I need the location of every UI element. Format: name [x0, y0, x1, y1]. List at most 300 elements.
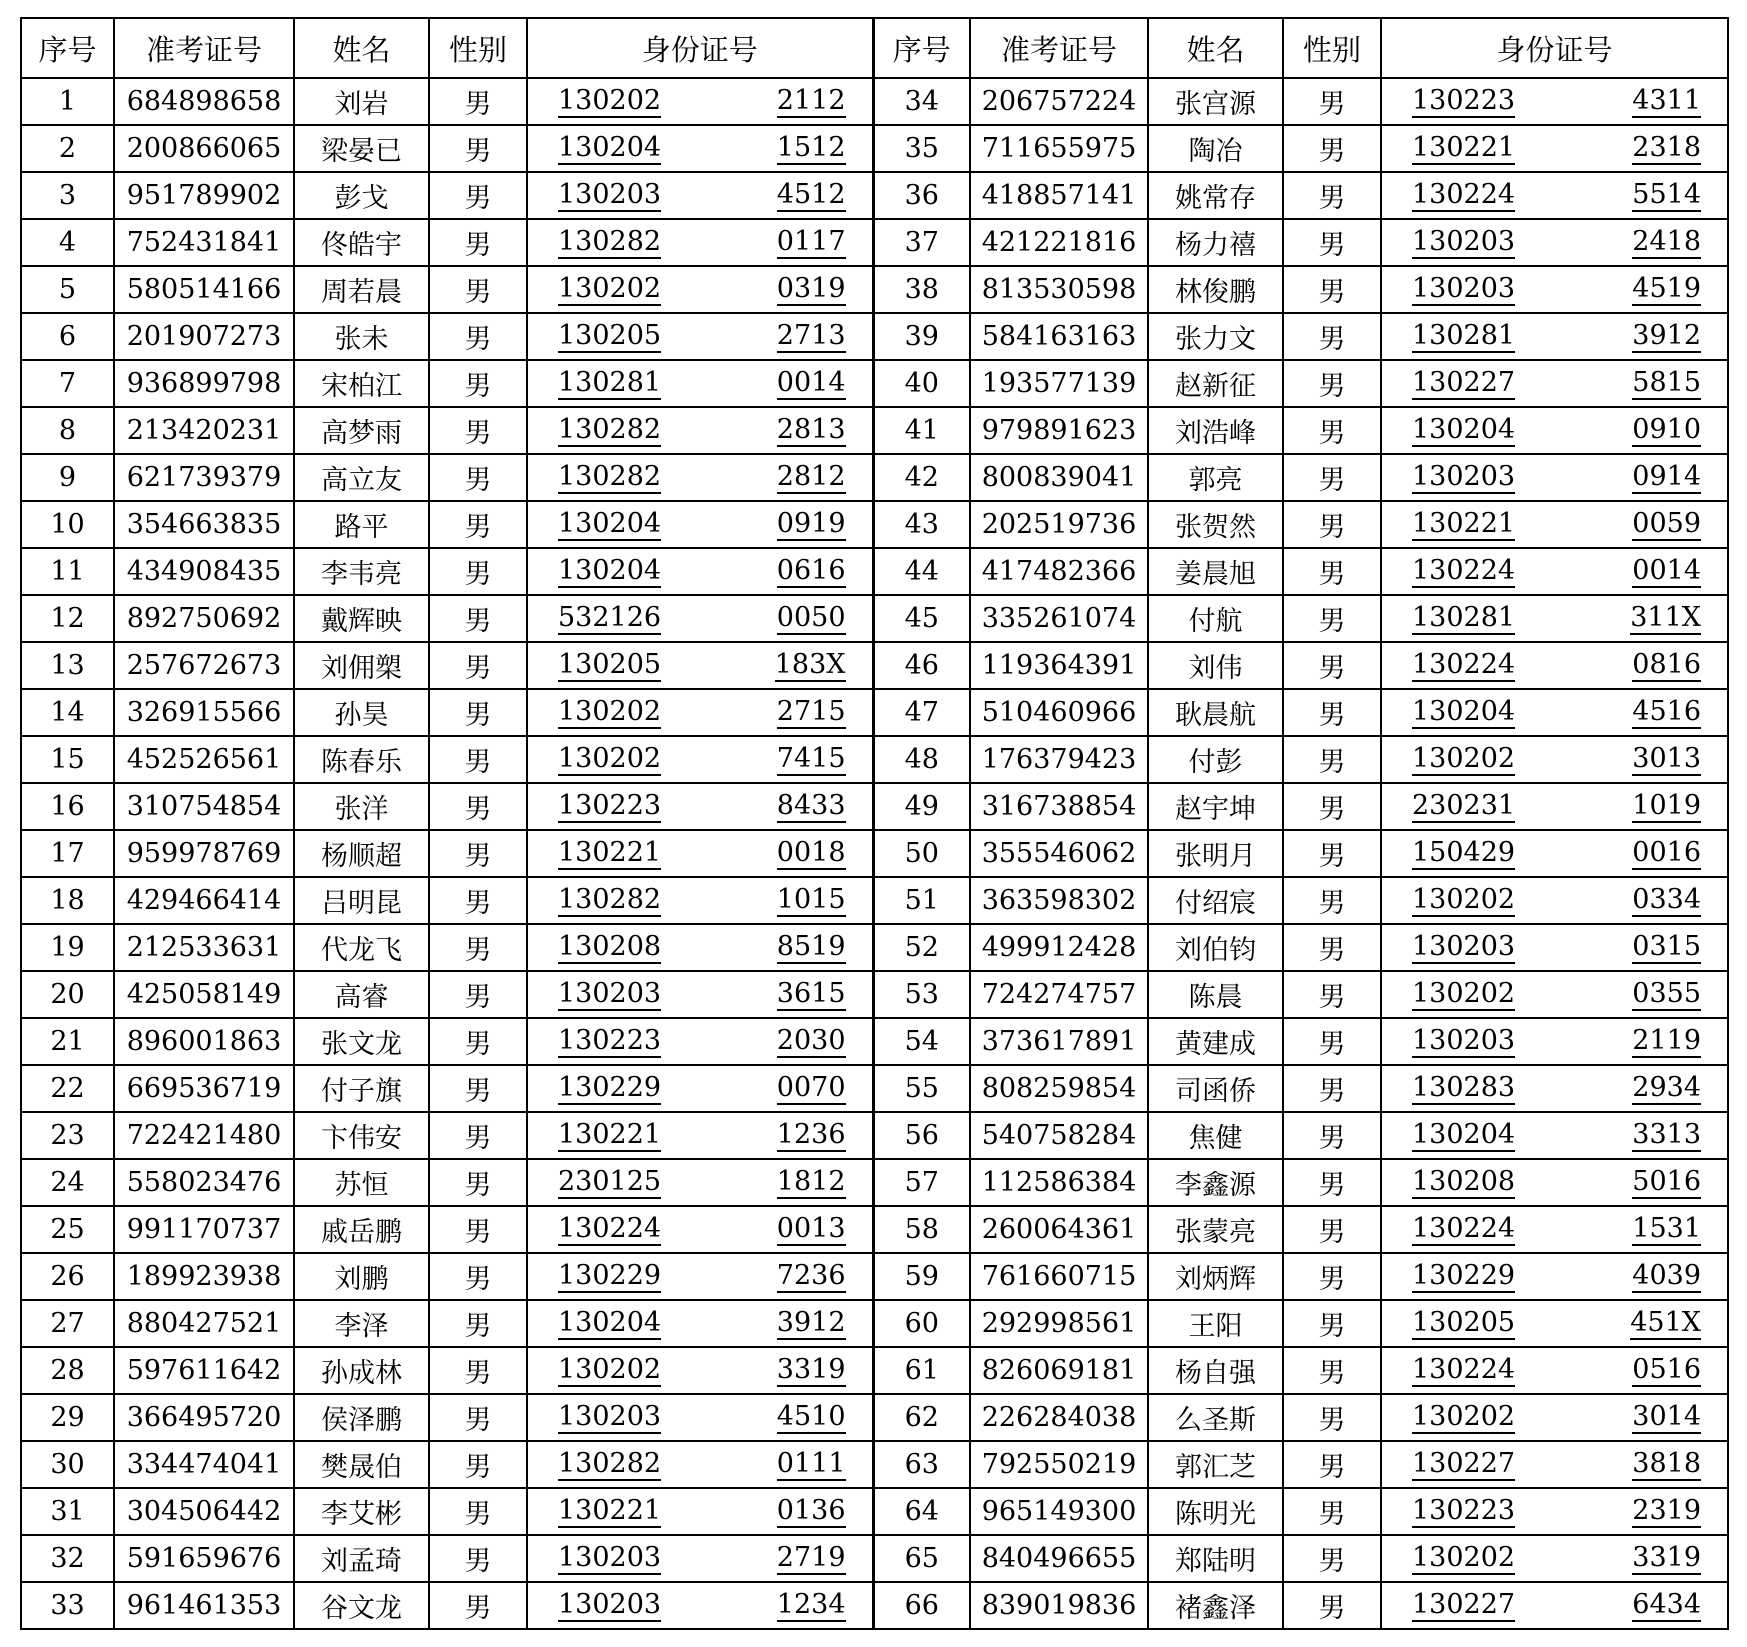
id-number-parts [528, 1167, 872, 1199]
id-suffix: 0334 [1632, 883, 1701, 915]
id-prefix: 130202 [1412, 977, 1516, 1009]
gender-cell: 男 [429, 1582, 527, 1629]
gender-cell: 男 [1283, 1159, 1381, 1206]
exam-number-cell: 355546062 [970, 830, 1148, 877]
id-number-parts [1382, 1402, 1727, 1434]
exam-number-cell: 808259854 [970, 1065, 1148, 1112]
gender-cell: 男 [1283, 689, 1381, 736]
id-number-parts [1382, 1496, 1727, 1528]
id-suffix: 0013 [776, 1212, 846, 1244]
table-row [21, 1159, 1728, 1206]
id-prefix: 130227 [1412, 366, 1516, 398]
gender-cell: 男 [429, 548, 527, 595]
header-no-left: 序号 [21, 18, 114, 78]
serial-no-cell: 63 [873, 1441, 970, 1488]
id-prefix: 130283 [1412, 1071, 1516, 1103]
name-cell: 褚鑫泽 [1148, 1582, 1283, 1629]
gender-cell: 男 [429, 172, 527, 219]
id-number-cell [527, 1394, 873, 1441]
name-cell: 刘岩 [294, 78, 429, 125]
exam-number-cell: 880427521 [114, 1300, 294, 1347]
name-cell: 郭汇芝 [1148, 1441, 1283, 1488]
id-number-parts [1382, 744, 1727, 776]
gender-cell: 男 [1283, 924, 1381, 971]
name-cell: 杨力禧 [1148, 219, 1283, 266]
name-cell: 黄建成 [1148, 1018, 1283, 1065]
gender-cell: 男 [1283, 360, 1381, 407]
serial-no-cell: 23 [21, 1112, 114, 1159]
name-cell: 刘孟琦 [294, 1535, 429, 1582]
id-prefix: 130203 [1412, 225, 1516, 257]
exam-number-cell: 961461353 [114, 1582, 294, 1629]
id-number-cell [527, 1535, 873, 1582]
header-gender-right: 性别 [1283, 18, 1381, 78]
exam-number-cell: 826069181 [970, 1347, 1148, 1394]
id-number-cell [1381, 1018, 1728, 1065]
serial-no-cell: 41 [873, 407, 970, 454]
id-prefix: 130224 [1412, 1353, 1516, 1385]
exam-number-cell: 839019836 [970, 1582, 1148, 1629]
id-number-cell [527, 736, 873, 783]
serial-no-cell: 56 [873, 1112, 970, 1159]
name-cell: 张洋 [294, 783, 429, 830]
id-number-cell [1381, 1112, 1728, 1159]
id-prefix: 130282 [558, 1447, 662, 1479]
gender-cell: 男 [429, 595, 527, 642]
id-number-parts [1382, 791, 1727, 823]
gender-cell: 男 [1283, 1018, 1381, 1065]
id-suffix: 1812 [776, 1165, 846, 1197]
serial-no-cell: 19 [21, 924, 114, 971]
exam-number-cell: 226284038 [970, 1394, 1148, 1441]
serial-no-cell: 29 [21, 1394, 114, 1441]
serial-no-cell: 6 [21, 313, 114, 360]
table-row [21, 454, 1728, 501]
id-number-cell [527, 924, 873, 971]
id-number-parts [528, 1120, 872, 1152]
name-cell: 路平 [294, 501, 429, 548]
name-cell: 李韦亮 [294, 548, 429, 595]
exam-number-cell: 417482366 [970, 548, 1148, 595]
id-suffix: 2934 [1632, 1071, 1701, 1103]
id-number-cell [1381, 78, 1728, 125]
id-prefix: 130281 [558, 366, 662, 398]
exam-number-cell: 813530598 [970, 266, 1148, 313]
id-number-parts [1382, 1543, 1727, 1575]
id-suffix: 311X [1630, 601, 1701, 633]
table-row [21, 407, 1728, 454]
serial-no-cell: 52 [873, 924, 970, 971]
id-suffix: 0018 [776, 836, 846, 868]
id-suffix: 4510 [776, 1400, 846, 1432]
id-number-parts [528, 1590, 872, 1622]
id-suffix: 2715 [776, 695, 846, 727]
id-number-cell [1381, 1300, 1728, 1347]
name-cell: 王阳 [1148, 1300, 1283, 1347]
exam-number-cell: 292998561 [970, 1300, 1148, 1347]
serial-no-cell: 54 [873, 1018, 970, 1065]
id-prefix: 130204 [558, 1306, 662, 1338]
id-number-cell [1381, 1394, 1728, 1441]
id-number-cell [527, 407, 873, 454]
id-number-cell [1381, 642, 1728, 689]
table-row [21, 1253, 1728, 1300]
serial-no-cell: 39 [873, 313, 970, 360]
id-suffix: 3615 [776, 977, 846, 1009]
id-number-cell [527, 172, 873, 219]
exam-number-cell: 316738854 [970, 783, 1148, 830]
exam-number-cell: 213420231 [114, 407, 294, 454]
id-number-parts [528, 86, 872, 118]
serial-no-cell: 32 [21, 1535, 114, 1582]
gender-cell: 男 [1283, 266, 1381, 313]
id-number-cell [527, 125, 873, 172]
exam-number-cell: 421221816 [970, 219, 1148, 266]
id-number-parts [1382, 1261, 1727, 1293]
id-prefix: 130202 [558, 272, 662, 304]
exam-number-cell: 363598302 [970, 877, 1148, 924]
serial-no-cell: 10 [21, 501, 114, 548]
id-number-parts [528, 932, 872, 964]
name-cell: 梁晏已 [294, 125, 429, 172]
gender-cell: 男 [429, 1253, 527, 1300]
serial-no-cell: 7 [21, 360, 114, 407]
id-prefix: 130204 [558, 554, 662, 586]
id-number-cell [527, 1112, 873, 1159]
name-cell: 张蒙亮 [1148, 1206, 1283, 1253]
id-suffix: 4039 [1632, 1259, 1701, 1291]
exam-number-cell: 800839041 [970, 454, 1148, 501]
serial-no-cell: 28 [21, 1347, 114, 1394]
serial-no-cell: 50 [873, 830, 970, 877]
id-number-parts [1382, 1590, 1727, 1622]
id-suffix: 0016 [1632, 836, 1701, 868]
exam-number-cell: 792550219 [970, 1441, 1148, 1488]
id-number-cell [1381, 501, 1728, 548]
id-number-cell [1381, 1206, 1728, 1253]
exam-number-cell: 112586384 [970, 1159, 1148, 1206]
id-number-parts [528, 885, 872, 917]
exam-number-cell: 326915566 [114, 689, 294, 736]
gender-cell: 男 [1283, 830, 1381, 877]
id-suffix: 183X [774, 648, 846, 680]
id-suffix: 0516 [1632, 1353, 1701, 1385]
id-suffix: 0919 [776, 507, 846, 539]
id-number-parts [1382, 838, 1727, 870]
gender-cell: 男 [1283, 1488, 1381, 1535]
id-number-parts [528, 744, 872, 776]
id-prefix: 130202 [558, 84, 662, 116]
id-number-cell [1381, 1347, 1728, 1394]
exam-number-cell: 260064361 [970, 1206, 1148, 1253]
id-number-cell [1381, 1488, 1728, 1535]
name-cell: 姜晨旭 [1148, 548, 1283, 595]
id-number-cell [527, 454, 873, 501]
gender-cell: 男 [429, 1488, 527, 1535]
gender-cell: 男 [429, 924, 527, 971]
id-prefix: 150429 [1412, 836, 1516, 868]
id-number-cell [1381, 125, 1728, 172]
serial-no-cell: 21 [21, 1018, 114, 1065]
id-number-cell [527, 1018, 873, 1065]
id-prefix: 130229 [558, 1259, 662, 1291]
id-number-cell [527, 783, 873, 830]
id-number-parts [528, 415, 872, 447]
id-number-parts [1382, 1120, 1727, 1152]
name-cell: 孙成林 [294, 1347, 429, 1394]
id-number-parts [1382, 697, 1727, 729]
id-number-cell [1381, 1065, 1728, 1112]
exam-number-cell: 936899798 [114, 360, 294, 407]
serial-no-cell: 2 [21, 125, 114, 172]
id-number-cell [527, 1488, 873, 1535]
gender-cell: 男 [1283, 548, 1381, 595]
exam-number-cell: 584163163 [970, 313, 1148, 360]
serial-no-cell: 64 [873, 1488, 970, 1535]
name-cell: 宋柏江 [294, 360, 429, 407]
id-prefix: 130281 [1412, 601, 1516, 633]
table-row [21, 360, 1728, 407]
exam-number-cell: 591659676 [114, 1535, 294, 1582]
id-prefix: 130224 [1412, 554, 1516, 586]
exam-number-cell: 200866065 [114, 125, 294, 172]
id-number-cell [1381, 595, 1728, 642]
id-number-parts [528, 1214, 872, 1246]
id-suffix: 2813 [776, 413, 846, 445]
id-prefix: 130224 [1412, 648, 1516, 680]
id-number-cell [1381, 1159, 1728, 1206]
id-prefix: 130281 [1412, 319, 1516, 351]
exam-number-cell: 840496655 [970, 1535, 1148, 1582]
table-row [21, 1535, 1728, 1582]
serial-no-cell: 4 [21, 219, 114, 266]
serial-no-cell: 13 [21, 642, 114, 689]
gender-cell: 男 [1283, 736, 1381, 783]
id-number-cell [1381, 313, 1728, 360]
name-cell: 赵宇坤 [1148, 783, 1283, 830]
gender-cell: 男 [1283, 1112, 1381, 1159]
id-suffix: 2812 [776, 460, 846, 492]
table-row [21, 1112, 1728, 1159]
id-suffix: 2030 [776, 1024, 846, 1056]
serial-no-cell: 24 [21, 1159, 114, 1206]
exam-number-cell: 335261074 [970, 595, 1148, 642]
serial-no-cell: 42 [873, 454, 970, 501]
id-number-parts [1382, 979, 1727, 1011]
table-row [21, 1300, 1728, 1347]
id-prefix: 130203 [558, 1400, 662, 1432]
id-prefix: 130203 [1412, 930, 1516, 962]
gender-cell: 男 [429, 1300, 527, 1347]
serial-no-cell: 62 [873, 1394, 970, 1441]
serial-no-cell: 8 [21, 407, 114, 454]
id-suffix: 8519 [776, 930, 846, 962]
name-cell: 付绍宸 [1148, 877, 1283, 924]
serial-no-cell: 27 [21, 1300, 114, 1347]
id-number-cell [1381, 1582, 1728, 1629]
id-number-parts [1382, 368, 1727, 400]
serial-no-cell: 65 [873, 1535, 970, 1582]
id-suffix: 3319 [776, 1353, 846, 1385]
id-suffix: 3013 [1632, 742, 1701, 774]
serial-no-cell: 11 [21, 548, 114, 595]
gender-cell: 男 [429, 125, 527, 172]
id-suffix: 2318 [1632, 131, 1701, 163]
id-suffix: 0616 [776, 554, 846, 586]
id-suffix: 4512 [776, 178, 846, 210]
exam-number-cell: 310754854 [114, 783, 294, 830]
candidate-roster-table [20, 17, 1729, 1630]
table-row [21, 1488, 1728, 1535]
id-prefix: 130204 [558, 507, 662, 539]
id-number-cell [1381, 454, 1728, 501]
gender-cell: 男 [429, 1394, 527, 1441]
id-number-cell [527, 501, 873, 548]
id-prefix: 130202 [1412, 742, 1516, 774]
id-number-parts [528, 556, 872, 588]
id-suffix: 1531 [1632, 1212, 1701, 1244]
id-number-cell [1381, 971, 1728, 1018]
gender-cell: 男 [429, 313, 527, 360]
id-number-parts [1382, 86, 1727, 118]
table-row [21, 877, 1728, 924]
id-suffix: 0910 [1632, 413, 1701, 445]
exam-number-cell: 951789902 [114, 172, 294, 219]
table-row [21, 1394, 1728, 1441]
serial-no-cell: 1 [21, 78, 114, 125]
name-cell: 张力文 [1148, 313, 1283, 360]
id-number-parts [1382, 321, 1727, 353]
id-number-cell [1381, 877, 1728, 924]
exam-number-cell: 452526561 [114, 736, 294, 783]
id-prefix: 130229 [1412, 1259, 1516, 1291]
id-number-parts [528, 838, 872, 870]
table-row [21, 830, 1728, 877]
serial-no-cell: 47 [873, 689, 970, 736]
name-cell: 刘伟 [1148, 642, 1283, 689]
id-number-parts [1382, 1167, 1727, 1199]
gender-cell: 男 [1283, 877, 1381, 924]
serial-no-cell: 9 [21, 454, 114, 501]
id-number-cell [1381, 172, 1728, 219]
table-row [21, 548, 1728, 595]
id-number-parts [528, 650, 872, 682]
id-number-cell [527, 313, 873, 360]
exam-number-cell: 669536719 [114, 1065, 294, 1112]
id-prefix: 130229 [558, 1071, 662, 1103]
id-prefix: 130203 [1412, 1024, 1516, 1056]
id-number-parts [528, 1261, 872, 1293]
exam-number-cell: 434908435 [114, 548, 294, 595]
exam-number-cell: 580514166 [114, 266, 294, 313]
id-number-parts [1382, 462, 1727, 494]
id-suffix: 5016 [1632, 1165, 1701, 1197]
gender-cell: 男 [429, 877, 527, 924]
name-cell: 高睿 [294, 971, 429, 1018]
serial-no-cell: 55 [873, 1065, 970, 1112]
id-prefix: 130203 [558, 178, 662, 210]
exam-number-cell: 202519736 [970, 501, 1148, 548]
header-id-left: 身份证号 [527, 18, 873, 78]
gender-cell: 男 [429, 501, 527, 548]
id-prefix: 130223 [1412, 1494, 1516, 1526]
serial-no-cell: 30 [21, 1441, 114, 1488]
name-cell: 张明月 [1148, 830, 1283, 877]
header-no-right: 序号 [873, 18, 970, 78]
gender-cell: 男 [1283, 313, 1381, 360]
id-number-cell [1381, 219, 1728, 266]
id-suffix: 0816 [1632, 648, 1701, 680]
name-cell: 孙昊 [294, 689, 429, 736]
id-number-parts [528, 368, 872, 400]
exam-number-cell: 979891623 [970, 407, 1148, 454]
gender-cell: 男 [1283, 1253, 1381, 1300]
id-prefix: 130208 [1412, 1165, 1516, 1197]
exam-number-cell: 418857141 [970, 172, 1148, 219]
exam-number-cell: 201907273 [114, 313, 294, 360]
gender-cell: 男 [429, 1535, 527, 1582]
id-number-cell [1381, 1253, 1728, 1300]
id-number-parts [528, 180, 872, 212]
exam-number-cell: 119364391 [970, 642, 1148, 689]
id-suffix: 0315 [1632, 930, 1701, 962]
exam-number-cell: 558023476 [114, 1159, 294, 1206]
id-suffix: 4519 [1632, 272, 1701, 304]
id-suffix: 1234 [776, 1588, 846, 1620]
name-cell: 赵新征 [1148, 360, 1283, 407]
table-row [21, 172, 1728, 219]
id-suffix: 4516 [1632, 695, 1701, 727]
id-suffix: 2112 [776, 84, 846, 116]
name-cell: 张未 [294, 313, 429, 360]
id-number-cell [1381, 407, 1728, 454]
gender-cell: 男 [429, 407, 527, 454]
gender-cell: 男 [429, 1112, 527, 1159]
id-prefix: 130203 [1412, 272, 1516, 304]
id-number-parts [528, 509, 872, 541]
id-prefix: 130224 [1412, 1212, 1516, 1244]
gender-cell: 男 [1283, 1441, 1381, 1488]
header-name-left: 姓名 [294, 18, 429, 78]
name-cell: 陈明光 [1148, 1488, 1283, 1535]
id-number-parts [1382, 133, 1727, 165]
name-cell: 戚岳鹏 [294, 1206, 429, 1253]
table-row [21, 219, 1728, 266]
table-row [21, 78, 1728, 125]
gender-cell: 男 [429, 689, 527, 736]
serial-no-cell: 5 [21, 266, 114, 313]
id-number-cell [527, 595, 873, 642]
serial-no-cell: 26 [21, 1253, 114, 1300]
id-number-cell [527, 1300, 873, 1347]
id-prefix: 130205 [558, 319, 662, 351]
exam-number-cell: 354663835 [114, 501, 294, 548]
gender-cell: 男 [1283, 1535, 1381, 1582]
id-prefix: 130203 [558, 1541, 662, 1573]
id-suffix: 0136 [776, 1494, 846, 1526]
header-exam-left: 准考证号 [114, 18, 294, 78]
name-cell: 司函侨 [1148, 1065, 1283, 1112]
exam-number-cell: 752431841 [114, 219, 294, 266]
table-row [21, 924, 1728, 971]
name-cell: 苏恒 [294, 1159, 429, 1206]
id-number-cell [527, 971, 873, 1018]
table-row [21, 736, 1728, 783]
name-cell: 张贺然 [1148, 501, 1283, 548]
name-cell: 陶冶 [1148, 125, 1283, 172]
id-prefix: 130224 [1412, 178, 1516, 210]
table-row [21, 1206, 1728, 1253]
